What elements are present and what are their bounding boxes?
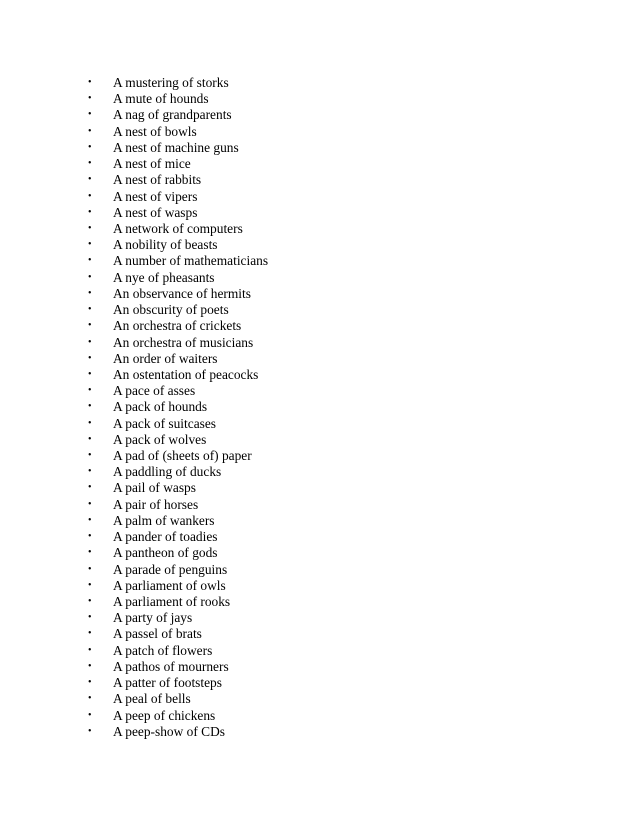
- bullet-icon: •: [88, 644, 92, 656]
- list-item-text: A nye of pheasants: [113, 269, 215, 285]
- bullet-icon: •: [88, 352, 92, 364]
- bullet-icon: •: [88, 693, 92, 705]
- list-item-text: An order of waiters: [113, 350, 218, 366]
- bullet-icon: •: [88, 287, 92, 299]
- list-item-text: A pad of (sheets of) paper: [113, 448, 252, 464]
- list-item-text: A peep of chickens: [113, 707, 216, 723]
- bullet-icon: •: [88, 125, 92, 137]
- list-item-text: A pace of asses: [113, 383, 196, 399]
- list-item-text: A parade of penguins: [113, 561, 228, 577]
- bullet-icon: •: [88, 385, 92, 397]
- list-item-text: A pair of horses: [113, 496, 199, 512]
- bullet-icon: •: [88, 628, 92, 640]
- bullet-icon: •: [88, 677, 92, 689]
- bullet-icon: •: [88, 77, 92, 88]
- list-item-text: A mute of hounds: [113, 91, 209, 107]
- list-item-text: A passel of brats: [113, 626, 202, 642]
- bullet-icon: •: [88, 725, 92, 737]
- list-item-text: A nobility of beasts: [113, 237, 218, 253]
- bullet-icon: •: [88, 482, 92, 494]
- list-item-text: A nest of rabbits: [113, 172, 202, 188]
- list-item-text: A patch of flowers: [113, 642, 213, 658]
- list-item-text: A paddling of ducks: [113, 464, 222, 480]
- bullet-icon: •: [88, 255, 92, 267]
- list-item-text: A nest of vipers: [113, 188, 198, 204]
- list-item-text: An ostentation of peacocks: [113, 366, 259, 382]
- list-item-text: A nest of wasps: [113, 204, 198, 220]
- bullet-icon: •: [88, 158, 92, 170]
- bullet-icon: •: [88, 531, 92, 543]
- list-item-text: A pantheon of gods: [113, 545, 218, 561]
- list-item-text: An orchestra of musicians: [113, 334, 254, 350]
- list-item-text: A pack of wolves: [113, 431, 207, 447]
- bullet-icon: •: [88, 433, 92, 445]
- bullet-icon: •: [88, 401, 92, 413]
- list-item-text: A nest of bowls: [113, 123, 197, 139]
- bullet-icon: •: [88, 174, 92, 186]
- bullet-icon: •: [88, 271, 92, 283]
- list-item-text: A peep-show of CDs: [113, 723, 225, 739]
- list-item-text: A pack of hounds: [113, 399, 208, 415]
- list-item-text: An obscurity of poets: [113, 302, 229, 318]
- list-item-text: A nag of grandparents: [113, 107, 232, 123]
- list-item-text: A parliament of owls: [113, 577, 226, 593]
- bullet-icon: •: [88, 336, 92, 348]
- list-item-text: A palm of wankers: [113, 512, 215, 528]
- list-item-text: An orchestra of crickets: [113, 318, 242, 334]
- bullet-icon: •: [88, 563, 92, 575]
- list-item-text: A patter of footsteps: [113, 675, 222, 691]
- list-item-text: A pander of toadies: [113, 529, 218, 545]
- list-item-text: A parliament of rooks: [113, 594, 231, 609]
- bullet-icon: •: [88, 304, 92, 316]
- list-item-text: An observance of hermits: [113, 285, 251, 301]
- bullet-icon: •: [88, 190, 92, 202]
- bullet-icon: •: [88, 450, 92, 462]
- bullet-icon: •: [88, 206, 92, 218]
- list-item-text: A network of computers: [113, 220, 243, 236]
- list-item-text: A peal of bells: [113, 691, 191, 707]
- bullet-icon: •: [88, 709, 92, 721]
- bullet-icon: •: [88, 466, 92, 478]
- list-item-text: A nest of mice: [113, 156, 191, 172]
- bullet-icon: •: [88, 547, 92, 559]
- bullet-icon: •: [88, 498, 92, 510]
- bullet-icon: •: [88, 596, 92, 607]
- list-item-text: A nest of machine guns: [113, 139, 239, 155]
- list-item-text: A pathos of mourners: [113, 658, 229, 674]
- list-item-text: A mustering of storks: [113, 75, 229, 90]
- bullet-icon: •: [88, 141, 92, 153]
- list-item-text: A pail of wasps: [113, 480, 196, 496]
- bullet-icon: •: [88, 320, 92, 332]
- bullet-icon: •: [88, 660, 92, 672]
- bullet-icon: •: [88, 514, 92, 526]
- bullet-icon: •: [88, 417, 92, 429]
- bullet-icon: •: [88, 368, 92, 380]
- list-item-text: A pack of suitcases: [113, 415, 217, 431]
- bullet-icon: •: [88, 93, 92, 105]
- bullet-icon: •: [88, 612, 92, 624]
- bullet-icon: •: [88, 109, 92, 121]
- bullet-icon: •: [88, 579, 92, 591]
- list-item-text: A party of jays: [113, 610, 193, 626]
- bullet-icon: •: [88, 239, 92, 251]
- bullet-icon: •: [88, 222, 92, 234]
- list-item-text: A number of mathematicians: [113, 253, 269, 269]
